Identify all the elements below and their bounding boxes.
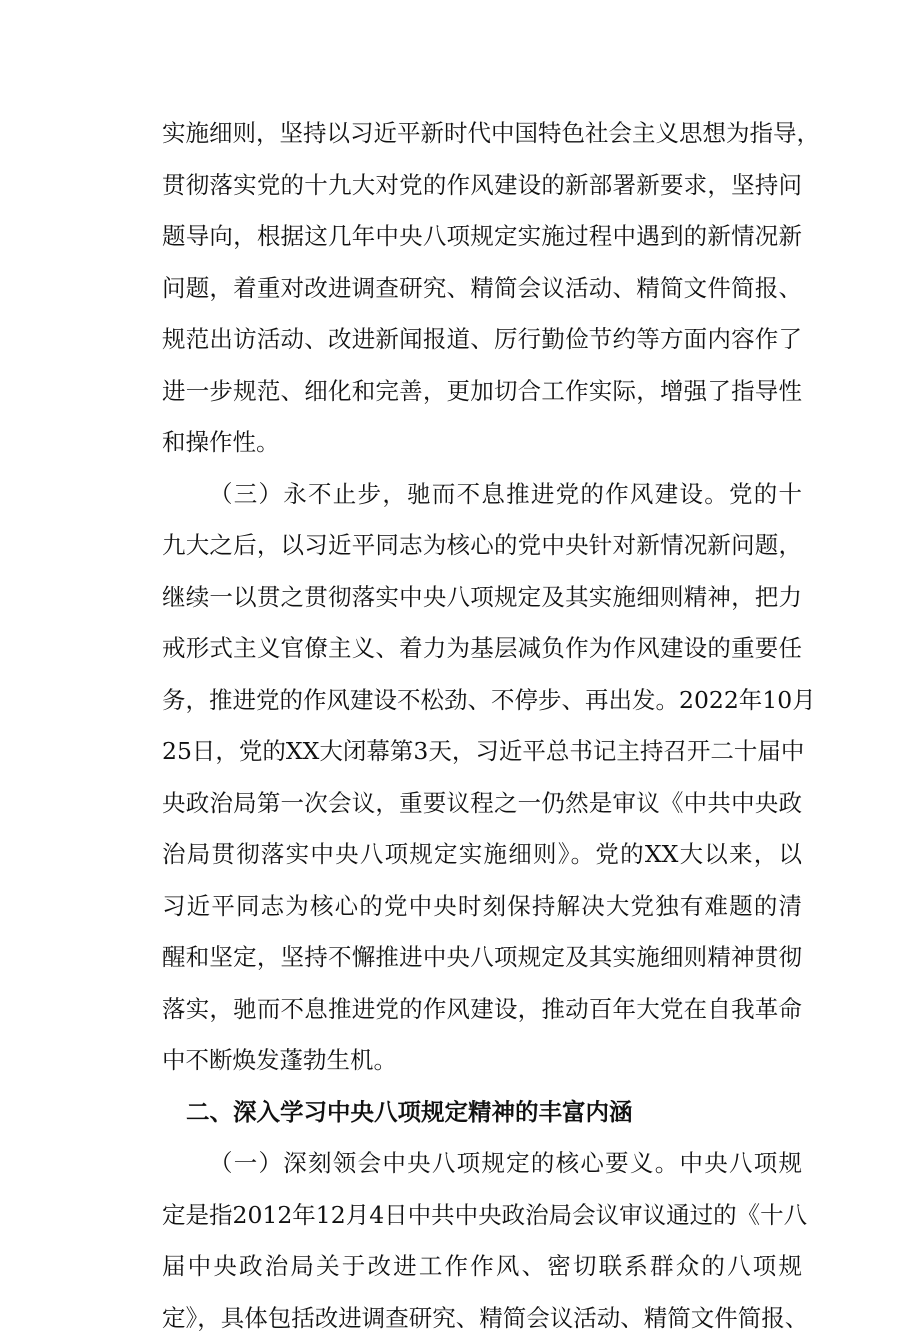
text-line: 25日，党的XX大闭幕第3天，习近平总书记主持召开二十届中 — [162, 726, 802, 778]
text-line: 治局贯彻落实中央八项规定实施细则》。党的XX大以来，以 — [162, 829, 802, 881]
text-line: 继续一以贯之贯彻落实中央八项规定及其实施细则精神，把力 — [162, 572, 802, 624]
text-line: 定是指2012年12月4日中共中央政治局会议审议通过的《十八 — [162, 1190, 802, 1242]
text-line: 九大之后，以习近平同志为核心的党中央针对新情况新问题， — [162, 520, 802, 572]
text-line: 落实，驰而不息推进党的作风建设，推动百年大党在自我革命 — [162, 984, 802, 1036]
text-line: 央政治局第一次会议，重要议程之一仍然是审议《中共中央政 — [162, 778, 802, 830]
document-body — [162, 108, 802, 1344]
text-line: 醒和坚定，坚持不懈推进中央八项规定及其实施细则精神贯彻 — [162, 932, 802, 984]
section-heading: 二、深入学习中央八项规定精神的丰富内涵 — [162, 1087, 802, 1139]
text-line: 题导向，根据这几年中央八项规定实施过程中遇到的新情况新 — [162, 211, 802, 263]
text-line: 届中央政治局关于改进工作作风、密切联系群众的八项规 — [162, 1241, 802, 1293]
text-line: 戒形式主义官僚主义、着力为基层减负作为作风建设的重要任 — [162, 623, 802, 675]
paragraph-first-line: （一）深刻领会中央八项规定的核心要义。中央八项规 — [162, 1138, 802, 1190]
text-line: 中不断焕发蓬勃生机。 — [162, 1035, 802, 1087]
text-line: 务，推进党的作风建设不松劲、不停步、再出发。2022年10月 — [162, 675, 802, 727]
text-line: 和操作性。 — [162, 417, 802, 469]
text-line: 贯彻落实党的十九大对党的作风建设的新部署新要求，坚持问 — [162, 160, 802, 212]
text-line: 习近平同志为核心的党中央时刻保持解决大党独有难题的清 — [162, 881, 802, 933]
paragraph-first-line: （三）永不止步，驰而不息推进党的作风建设。党的十 — [162, 469, 802, 521]
text-line: 定》，具体包括改进调查研究、精简会议活动、精简文件简报、 — [162, 1293, 802, 1344]
text-line: 规范出访活动、改进新闻报道、厉行勤俭节约等方面内容作了 — [162, 314, 802, 366]
text-line: 实施细则，坚持以习近平新时代中国特色社会主义思想为指导， — [162, 108, 802, 160]
text-line: 进一步规范、细化和完善，更加切合工作实际，增强了指导性 — [162, 366, 802, 418]
text-line: 问题，着重对改进调查研究、精简会议活动、精简文件简报、 — [162, 263, 802, 315]
